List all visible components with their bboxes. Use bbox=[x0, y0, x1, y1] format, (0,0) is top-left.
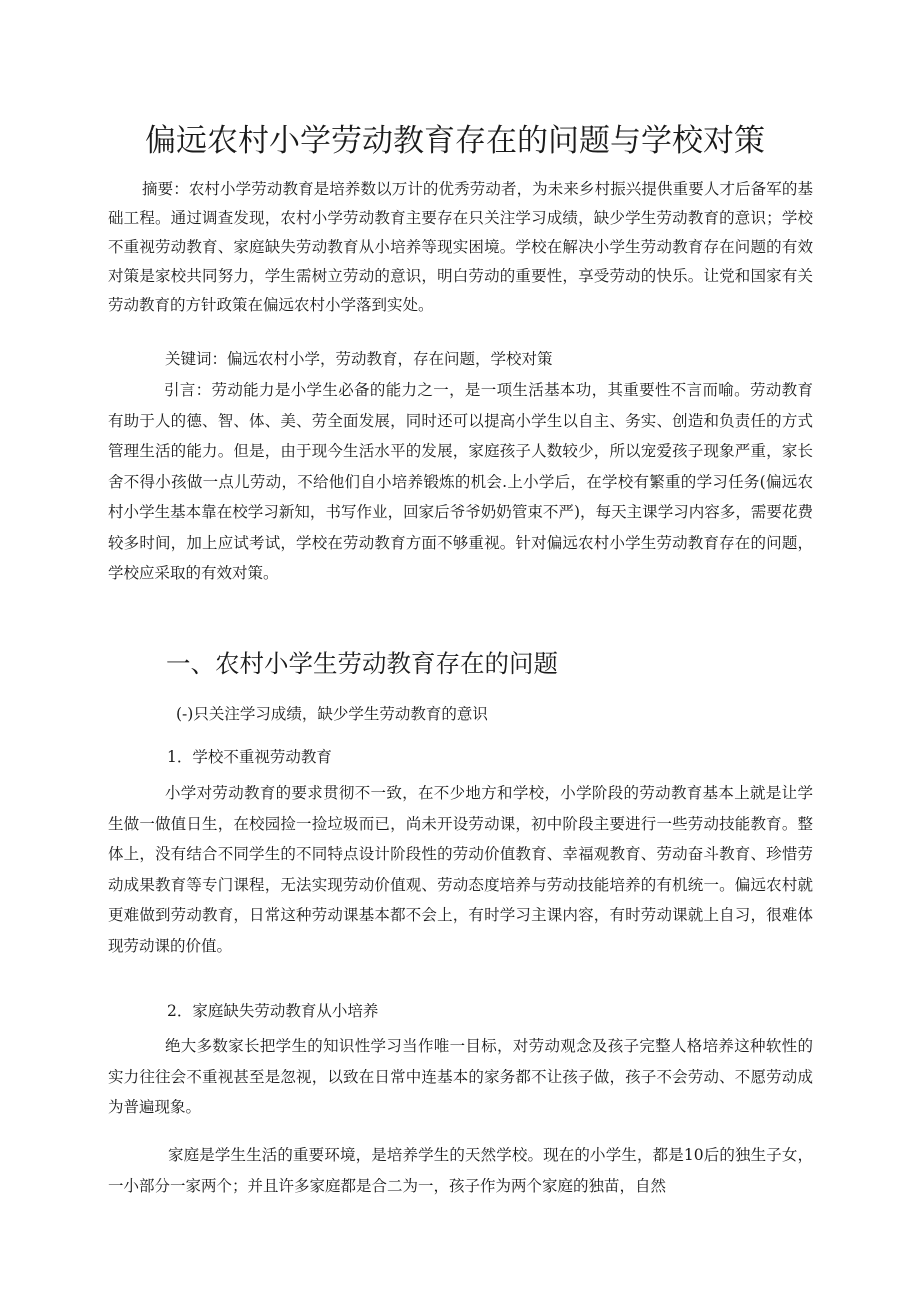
document-title: 偏远农村小学劳动教育存在的问题与学校对策 bbox=[145, 123, 765, 159]
intro-paragraph: 引言：劳动能力是小学生必备的能力之一，是一项生活基本功，其重要性不言而喻。劳动教育有助于人的德、智、体、美、劳全面发展，同时还可以提高小学生以自主、务实、创造和负责任的方式管理生活的能力。但是，由于现今生活水平的发展，家庭孩子人数较少，所以宠爱孩子现象严重，家长舍不得小孩做一点儿劳动，不给他们自小培养锻炼的机会.上小学后，在学校有繁重的学习任务(偏远农村小学生基本靠在校学习新知，书写作业，回家后爷爷奶奶管束不严)，每天主课学习内容多，需要花费较多时间，加上应试考试，学校在劳动教育方面不够重视。针对偏远农村小学生劳动教育存在的问题，学校应采取的有效对策。 bbox=[108, 381, 813, 582]
abstract-paragraph: 摘要：农村小学劳动教育是培养数以万计的优秀劳动者，为未来乡村振兴提供重要人才后备军的基础工程。通过调查发现，农村小学劳动教育主要存在只关注学习成绩，缺少学生劳动教育的意识；学校不重视劳动教育、家庭缺失劳动教育从小培养等现实困境。学校在解决小学生劳动教育存在问题的有效对策是家校共同努力，学生需树立劳动的意识，明白劳动的重要性，享受劳动的快乐。让党和国家有关劳动教育的方针政策在偏远农村小学落到实处。 bbox=[108, 180, 813, 314]
section-heading-1: 一、农村小学生劳动教育存在的问题 bbox=[166, 649, 558, 678]
item-heading-2: 2．家庭缺失劳动教育从小培养 bbox=[167, 1002, 379, 1020]
item-heading-1: 1．学校不重视劳动教育 bbox=[167, 748, 332, 766]
item-body-1: 小学对劳动教育的要求贯彻不一致，在不少地方和学校，小学阶段的劳动教育基本上就是让学生做一做值日生，在校园捡一捡垃圾而已，尚未开设劳动课，初中阶段主要进行一些劳动技能教育。整体上，没有结合不同学生的不同特点设计阶段性的劳动价值教育、幸福观教育、劳动奋斗教育、珍惜劳动成果教育等专门课程，无法实现劳动价值观、劳动态度培养与劳动技能培养的有机统一。偏远农村就更难做到劳动教育，日常这种劳动课基本都不会上，有时学习主课内容，有时劳动课就上自习，很难体现劳动课的价值。 bbox=[108, 784, 813, 955]
item-body-2: 绝大多数家长把学生的知识性学习当作唯一目标，对劳动观念及孩子完整人格培养这种软性的实力往往会不重视甚至是忽视，以致在日常中连基本的家务都不让孩子做，孩子不会劳动、不愿劳动成为普遍现象。 bbox=[108, 1037, 813, 1116]
subsection-heading-1: (-)只关注学习成绩，缺少学生劳动教育的意识 bbox=[176, 705, 488, 723]
keywords-line: 关键词：偏远农村小学，劳动教育，存在问题，学校对策 bbox=[165, 350, 553, 368]
item-body-3: 家庭是学生生活的重要环境，是培养学生的天然学校。现在的小学生，都是10后的独生子女，一小部分一家两个；并且许多家庭都是合二为一，孩子作为两个家庭的独苗，自然 bbox=[108, 1146, 813, 1195]
